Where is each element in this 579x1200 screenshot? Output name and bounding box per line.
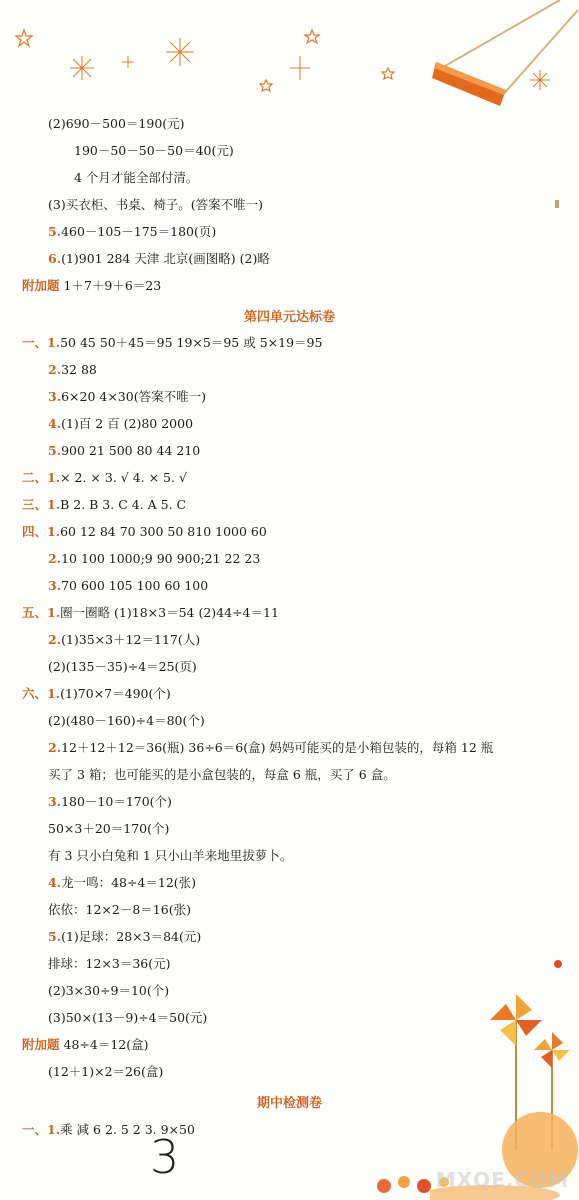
question-number: 6. [48, 251, 62, 266]
answer-line [22, 278, 161, 294]
answer-line [48, 875, 196, 891]
answer-text: 12＋12＋12＝36(瓶) 36÷6＝6(盒) 妈妈可能买的是小箱包装的，每箱 12 瓶 [61, 740, 494, 755]
answer-text: 60 12 84 70 300 50 810 1000 60 [60, 524, 267, 539]
answer-line [48, 794, 172, 810]
answer-text: 50 45 50＋45＝95 19×5＝95 或 5×19＝95 [60, 335, 323, 350]
question-number: 2. [48, 740, 62, 755]
answer-text: (1)百 2 百 (2)80 2000 [61, 416, 194, 431]
answer-text: (2)(480－160)÷4＝80(个) [48, 713, 205, 728]
answer-line [74, 143, 234, 159]
answer-line [48, 1064, 163, 1080]
answer-text: 10 100 1000;9 90 900;21 22 23 [61, 551, 261, 566]
answer-text: 50×3＋20＝170(个) [48, 821, 170, 836]
question-number: 2. [48, 362, 62, 377]
pinwheel-icon [534, 1032, 570, 1068]
question-number: 1. [47, 605, 61, 620]
answer-line [22, 497, 186, 513]
section-label: 二、 [22, 470, 48, 485]
answer-line [48, 767, 396, 783]
answer-line [48, 362, 97, 378]
section-label: 六、 [22, 686, 48, 701]
question-number: 3. [48, 389, 62, 404]
question-number: 1. [47, 686, 61, 701]
question-number: 3. [48, 794, 62, 809]
star-icon [305, 30, 319, 43]
question-number: 5. [48, 443, 62, 458]
answer-text: (1)70×7＝490(个) [60, 686, 171, 701]
answer-line [48, 551, 260, 567]
question-number: 1. [47, 497, 61, 512]
section-label: 三、 [22, 497, 48, 512]
answer-line [48, 416, 193, 432]
answer-text: (2)690－500＝190(元) [48, 116, 185, 131]
answer-line [48, 713, 205, 729]
section-label: 五、 [22, 605, 48, 620]
answer-text: (2)(135－35)÷4＝25(页) [48, 659, 197, 674]
answer-text: (12＋1)×2＝26(盒) [48, 1064, 164, 1079]
answer-line [48, 251, 270, 267]
answer-text: (3)50×(13－9)÷4＝50(元) [48, 1010, 208, 1025]
answer-line [48, 929, 201, 945]
section-label: 四、 [22, 524, 48, 539]
section-label: 一、 [22, 1122, 48, 1137]
answer-text: 龙一鸣：48÷4＝12(张) [61, 875, 197, 890]
question-number: 1. [47, 524, 61, 539]
dot-icon [554, 960, 562, 968]
answer-text: (1)901 284 天津 北京(画图略) (2)略 [61, 251, 270, 266]
answer-text: 6×20 4×30(答案不唯一) [61, 389, 206, 404]
answer-text: 排球：12×3＝36(元) [48, 956, 171, 971]
question-number: 1. [47, 335, 61, 350]
answer-text: 460－105－175＝180(页) [61, 224, 217, 239]
question-number: 2. [48, 632, 62, 647]
answer-text: (3)买衣柜、书桌、椅子。(答案不唯一) [48, 197, 263, 212]
section-title: 期中检测卷 [256, 1096, 322, 1111]
answer-line [48, 902, 191, 918]
answer-text: 买了 3 箱；也可能买的是小盒包装的，每盒 6 瓶，买了 6 盒。 [48, 767, 396, 782]
answer-text: (1)足球：28×3＝84(元) [61, 929, 202, 944]
pinwheel-icon [490, 994, 542, 1046]
answer-text: B 2. B 3. C 4. A 5. C [60, 497, 187, 512]
answer-line [48, 578, 208, 594]
question-number: 1. [47, 470, 61, 485]
answer-text: 70 600 105 100 60 100 [61, 578, 209, 593]
page-number: 3 [150, 1130, 180, 1184]
answer-line [48, 848, 292, 864]
answer-line [48, 224, 216, 240]
answer-text: 1＋7＋9＋6＝23 [59, 278, 162, 293]
answer-text: × 2. × 3. √ 4. × 5. √ [60, 470, 187, 485]
star-icon [16, 30, 32, 46]
answer-text: 有 3 只小白兔和 1 只小山羊来地里拔萝卜。 [48, 848, 293, 863]
margin-mark [555, 200, 559, 208]
star-icon [382, 68, 394, 79]
answer-line [22, 524, 267, 540]
answer-line [48, 1010, 207, 1026]
answer-line [22, 1037, 148, 1053]
question-number: 5. [48, 929, 62, 944]
answer-line [48, 389, 206, 405]
star-icon [260, 80, 272, 91]
answer-text: 圈一圈略 (1)18×3＝54 (2)44÷4＝11 [60, 605, 279, 620]
question-number: 5. [48, 224, 62, 239]
answer-text: 依依：12×2－8＝16(张) [48, 902, 191, 917]
answer-line [48, 443, 200, 459]
swing-icon [432, 0, 578, 106]
answer-text: (1)35×3＋12＝117(人) [61, 632, 201, 647]
answer-line [22, 686, 171, 702]
answer-text: (2)3×30÷9＝10(个) [48, 983, 170, 998]
watermark: MXQE.COM [435, 1168, 569, 1192]
question-number: 2. [48, 551, 62, 566]
answer-line [48, 197, 263, 213]
answer-text: 180－10＝170(个) [61, 794, 172, 809]
answer-line [48, 956, 171, 972]
answer-text: 190－50－50－50＝40(元) [74, 143, 234, 158]
answer-text: 900 21 500 80 44 210 [61, 443, 201, 458]
answer-line [48, 821, 169, 837]
answer-line [22, 470, 187, 486]
answer-line [22, 605, 279, 621]
answer-line [22, 335, 322, 351]
answer-text: 48÷4＝12(盒) [59, 1037, 149, 1052]
answer-line [48, 659, 197, 675]
section-label: 一、 [22, 335, 48, 350]
question-number: 4. [48, 416, 62, 431]
answer-text: 32 88 [61, 362, 97, 377]
firework-icon [122, 56, 134, 68]
firework-icon [166, 38, 194, 66]
answer-text: 4 个月才能全部付清。 [74, 170, 199, 185]
section-title: 第四单元达标卷 [243, 310, 335, 325]
question-number: 1. [47, 1122, 61, 1137]
firework-icon [530, 70, 550, 90]
header-decoration [0, 0, 579, 110]
firework-icon [70, 56, 94, 80]
question-number: 3. [48, 578, 62, 593]
answer-line [48, 740, 493, 756]
answer-line [74, 170, 198, 186]
answer-line [48, 116, 185, 132]
section-label: 附加题 [22, 1037, 60, 1052]
question-number: 4. [48, 875, 62, 890]
section-label: 附加题 [22, 278, 60, 293]
answer-line [48, 983, 169, 999]
answer-text: 乘 减 6 2. 5 2 3. 9×50 [60, 1122, 195, 1137]
firework-icon [290, 56, 310, 80]
answer-line [48, 632, 200, 648]
